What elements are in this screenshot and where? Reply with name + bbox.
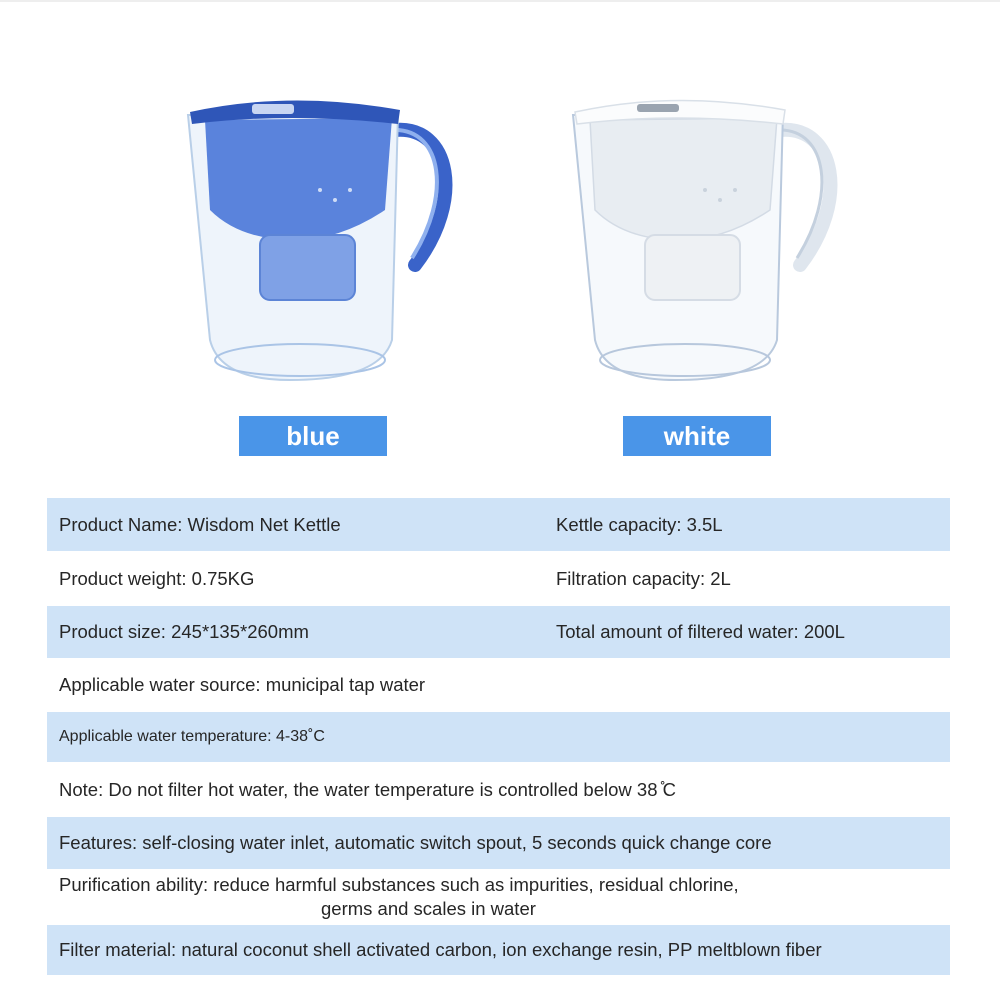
purification-line-1: Purification ability: reduce harmful substances such as impurities, residual chlorine, [59,874,739,895]
white-color-label: white [623,416,771,456]
blue-pitcher-image [180,90,460,390]
product-name: Product Name: Wisdom Net Kettle [59,513,341,535]
product-weight: Product weight: 0.75KG [59,567,255,589]
spec-row-features [47,817,950,869]
spec-row-filter-material [47,925,950,975]
spec-row-name [47,498,950,551]
spec-row-size [47,606,950,658]
filtration-capacity: Filtration capacity: 2L [556,567,731,589]
purification-line-2: germs and scales in water [321,898,536,919]
filter-material: Filter material: natural coconut shell activated carbon, ion exchange resin, PP meltblown fiber [59,939,822,960]
total-filtered-water: Total amount of filtered water: 200L [556,621,845,642]
spec-row-temperature [47,712,950,762]
white-pitcher-icon [565,90,845,390]
note-text: Note: Do not filter hot water, the water temperature is controlled below 38 ̊C [59,778,676,800]
water-source: Applicable water source: municipal tap water [59,674,426,695]
spec-row-source [47,658,950,712]
top-divider [0,0,1000,2]
features-text: Features: self-closing water inlet, automatic switch spout, 5 seconds quick change core [59,832,772,853]
spec-row-purification [47,869,950,925]
blue-color-label: blue [239,416,387,456]
white-pitcher-image [565,90,845,390]
spec-row-note [47,762,950,817]
product-size: Product size: 245*135*260mm [59,621,309,642]
purification-text [59,873,739,921]
spec-row-weight [47,551,950,606]
water-temperature: Applicable water temperature: 4-38˚C [59,728,325,745]
spec-table [47,498,950,975]
blue-pitcher-icon [180,90,460,390]
kettle-capacity: Kettle capacity: 3.5L [556,513,723,535]
